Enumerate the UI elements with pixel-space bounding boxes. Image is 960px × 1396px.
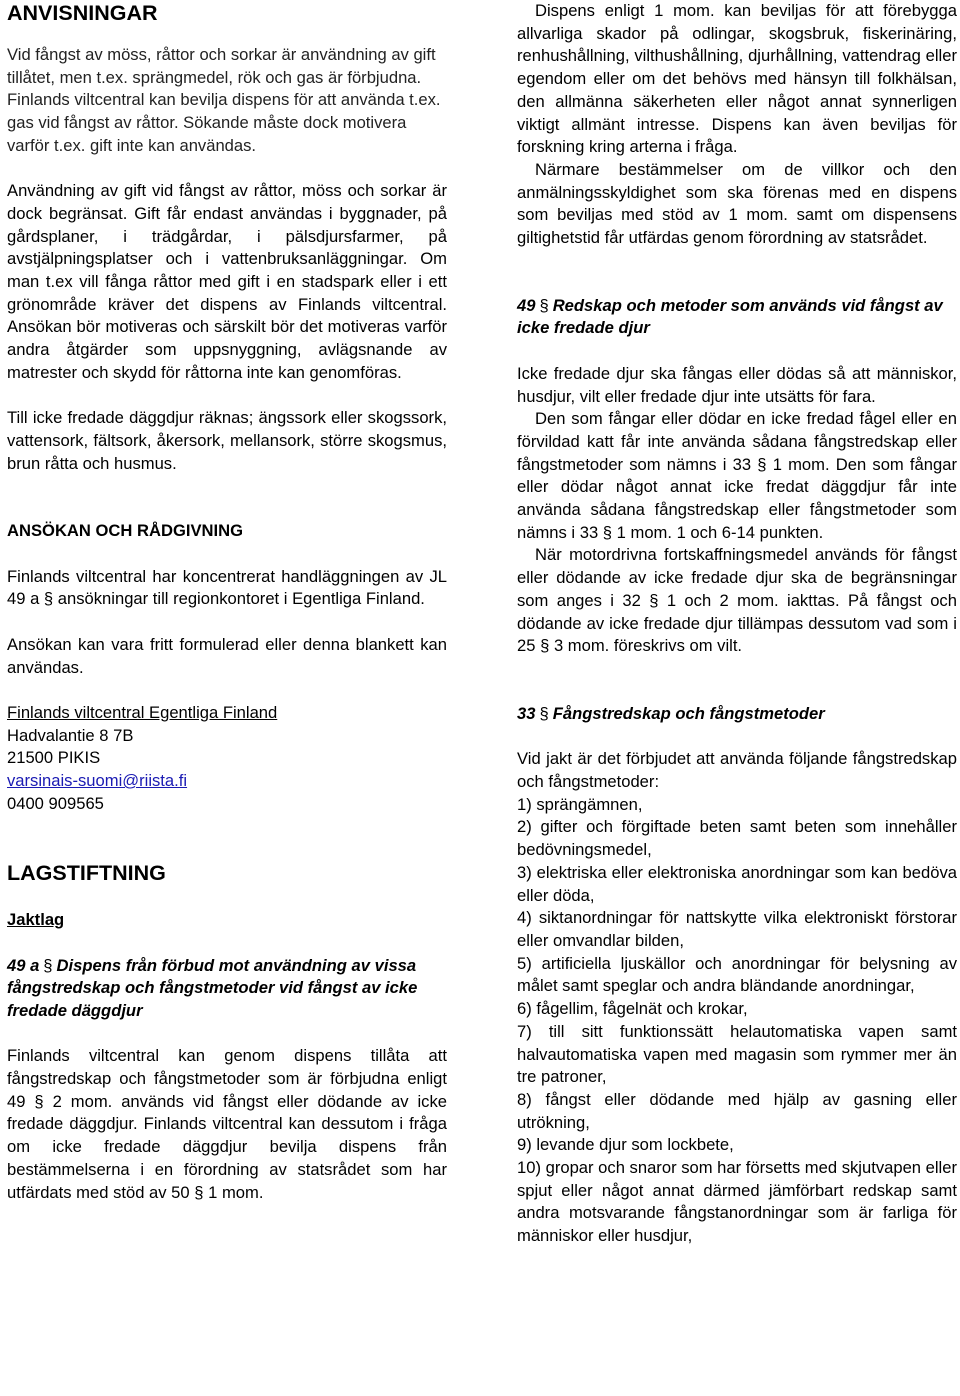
section-symbol-icon: §	[539, 703, 549, 723]
left-column	[7, 0, 447, 1204]
s49-p2-c: 1 mom. 1 och 6-14 punkten.	[616, 522, 824, 542]
section-symbol-icon: §	[43, 955, 53, 975]
s49a-p1-c: 1 mom.	[208, 1182, 264, 1202]
section-symbol-icon: §	[649, 590, 659, 610]
section-49-number: 49	[517, 295, 536, 315]
s49-p3-c: 3 mom. föreskrivs om vilt.	[553, 636, 743, 656]
jaktlag-heading: Jaktlag	[7, 910, 65, 930]
section-49a-heading	[7, 955, 447, 1023]
section-49-paragraph-1: Icke fredade djur ska fångas eller dödas så att människor, husdjur, vilt eller fredade djur inte utsätts för fara.	[517, 363, 957, 406]
s49a-p1-a: Finlands viltcentral kan genom dispens tillåta att fångstredskap och fångstmetoder som är förbjudna enligt 49	[7, 1046, 447, 1111]
continued-paragraph-2: Närmare bestämmelser om de villkor och den anmälningsskyldighet som ska förenas med en dispens som beviljas med stöd av 1 mom. samt om dispensens giltighetstid får utfärdas genom förordning av statsrådet.	[517, 159, 957, 248]
office-postal: 21500 PIKIS	[7, 748, 101, 768]
continued-paragraph-1: Dispens enligt 1 mom. kan beviljas för att förebygga allvarliga skador på odlingar, skogsbruk, fiskerinäring, renhushållning, vilthushållning, djurhållning, vattendrag eller egendom eller om det behövs med hänsyn till folkhälsan, den allmänna säkerheten eller något annat synnerligen viktigt allmänt intresse. Dispens kan även beviljas för forskning kring arterna i fråga.	[517, 1, 957, 157]
ansokan-paragraph-1	[7, 566, 447, 611]
office-phone: 0400 909565	[7, 793, 104, 813]
ansokan-heading: ANSÖKAN OCH RÅDGIVNING	[7, 521, 244, 541]
section-33-item-3: 3) elektriska eller elektroniska anordningar som kan bedöva eller döda,	[517, 862, 957, 905]
section-symbol-icon: §	[539, 295, 549, 315]
ansokan-p1-b: ansökningar till regionkontoret i Egentliga Finland.	[57, 589, 425, 609]
s49-p3-b: 1 och 2 mom. iakttas. På fångst och dödande av icke fredade djur tillämpas dessutom vad som i 25	[517, 590, 957, 656]
section-symbol-icon: §	[602, 522, 613, 542]
section-33-title: Fångstredskap och fångstmetoder	[552, 703, 825, 723]
section-49a-paragraph	[7, 1045, 447, 1204]
s49-p2-b: 1 mom. Den som fångar eller dödar något annat icke fredat däggdjur får inte använda sådana fångstredskap eller fångstmetoder som nämns i 33	[517, 454, 957, 542]
section-symbol-icon: §	[43, 589, 54, 609]
section-49a-number: 49 a	[7, 955, 40, 975]
section-33-item-7: 7) till sitt funktionssätt helautomatiska vapen samt halvautomatiska vapen med magasin som rymmer mer än tre patroner,	[517, 1021, 957, 1087]
office-name: Finlands viltcentral Egentliga Finland	[7, 702, 278, 722]
anvisningar-paragraph-1: Vid fångst av möss, råttor och sorkar är användning av gift tillåtet, men t.ex. sprängmedel, rök och gas är förbjudna. Finlands viltcentral kan bevilja dispens för att använda t.ex. gas vid fångst av råttor. Sökande måste dock motivera varför t.ex. gift inte kan användas.	[7, 45, 441, 155]
office-street: Hadvalantie 8 7B	[7, 725, 134, 745]
ansokan-p1-a: Finlands viltcentral har koncentrerat handläggningen av JL 49 a	[7, 566, 447, 609]
section-49-heading	[517, 295, 957, 340]
anvisningar-paragraph-3: Till icke fredade däggdjur räknas; ängssork eller skogssork, vattensork, fältsork, åkersork, mellansork, större skogsmus, brun råtta och husmus.	[7, 408, 447, 473]
section-33-item-4: 4) siktanordningar för nattskytte vilka elektroniskt förstorar eller omvandlar bilden,	[517, 908, 957, 950]
section-33-item-9: 9) levande djur som lockbete,	[517, 1135, 734, 1155]
section-33-number: 33	[517, 703, 536, 723]
section-49-paragraph-2	[517, 408, 957, 544]
section-33-item-10: 10) gropar och snaror som har försetts med skjutvapen eller spjut eller något annat därmed jämförbart redskap samt andra motsvarande fångstanordningar som är farliga för människor eller husdjur,	[517, 1158, 957, 1246]
section-49-title: Redskap och metoder som används vid fångst av icke fredade djur	[517, 295, 943, 338]
anvisningar-paragraph-2: Användning av gift vid fångst av råttor, möss och sorkar är dock begränsat. Gift får endast användas i byggnader, på gårdsplaner, i trädgårdar, i pälsdjursfarmer, på avstjälpningsplatser och i vattenbruksanläggningar. Om man t.ex vill fånga råttor med gift i en stadspark eller i ett grönområde kräver det dispens av Finlands viltcentral. Ansökan bör motiveras och särskilt bör det motiveras varför andra åtgärder som uppsnyggning, avlägsnande av matrester och skydd för råttorna inte kan genomföras.	[7, 181, 447, 382]
s49-p2-a: Den som fångar eller dödar en icke fredad fågel eller en förvildad katt får inte använda sådana fångstredskap eller fångstmetoder som nämns i 33	[517, 409, 957, 474]
email-link[interactable]: varsinais-suomi@riista.fi	[7, 771, 188, 791]
lagstiftning-heading: LAGSTIFTNING	[7, 861, 166, 886]
section-33-item-2: 2) gifter och förgiftade beten samt beten som innehåller bedövningsmedel,	[517, 817, 957, 860]
section-33-intro: Vid jakt är det förbjudet att använda följande fångstredskap och fångstmetoder:	[517, 749, 957, 792]
section-33-item-8: 8) fångst eller dödande med hjälp av gasning eller utrökning,	[517, 1089, 957, 1132]
section-33-item-1: 1) sprängämnen,	[517, 794, 643, 814]
ansokan-paragraph-2: Ansökan kan vara fritt formulerad eller denna blankett kan användas.	[7, 634, 447, 677]
s49-p3-a: När motordrivna fortskaffningsmedel används för fångst eller dödande av icke fredade djur ska de begränsningar som anges i 32	[517, 545, 957, 610]
section-33-item-5: 5) artificiella ljuskällor och anordningar för belysning av målet samt speglar och andra bländande anordningar,	[517, 953, 957, 996]
anvisningar-heading: ANVISNINGAR	[7, 1, 158, 25]
section-symbol-icon: §	[194, 1182, 204, 1202]
section-33-heading	[517, 703, 957, 726]
section-symbol-icon: §	[757, 454, 767, 474]
section-49-paragraph-3	[517, 544, 957, 658]
s49a-p1-b: 2 mom. används vid fångst eller dödande av icke fredade däggdjur. Finlands viltcentral kan dessutom i fråga om icke fredade däggdjur bevilja dispens från bestämmelserna i en förordning av statsrådet som har utfärdats med stöd av 50	[7, 1091, 447, 1202]
section-symbol-icon: §	[540, 636, 550, 656]
section-symbol-icon: §	[34, 1091, 44, 1111]
section-49a-title: Dispens från förbud mot användning av vissa fångstredskap och fångstmetoder vid fångst av icke fredade däggdjur	[7, 955, 418, 1020]
section-33-item-6: 6) fågellim, fågelnät och krokar,	[517, 999, 748, 1019]
right-column	[517, 0, 957, 1248]
